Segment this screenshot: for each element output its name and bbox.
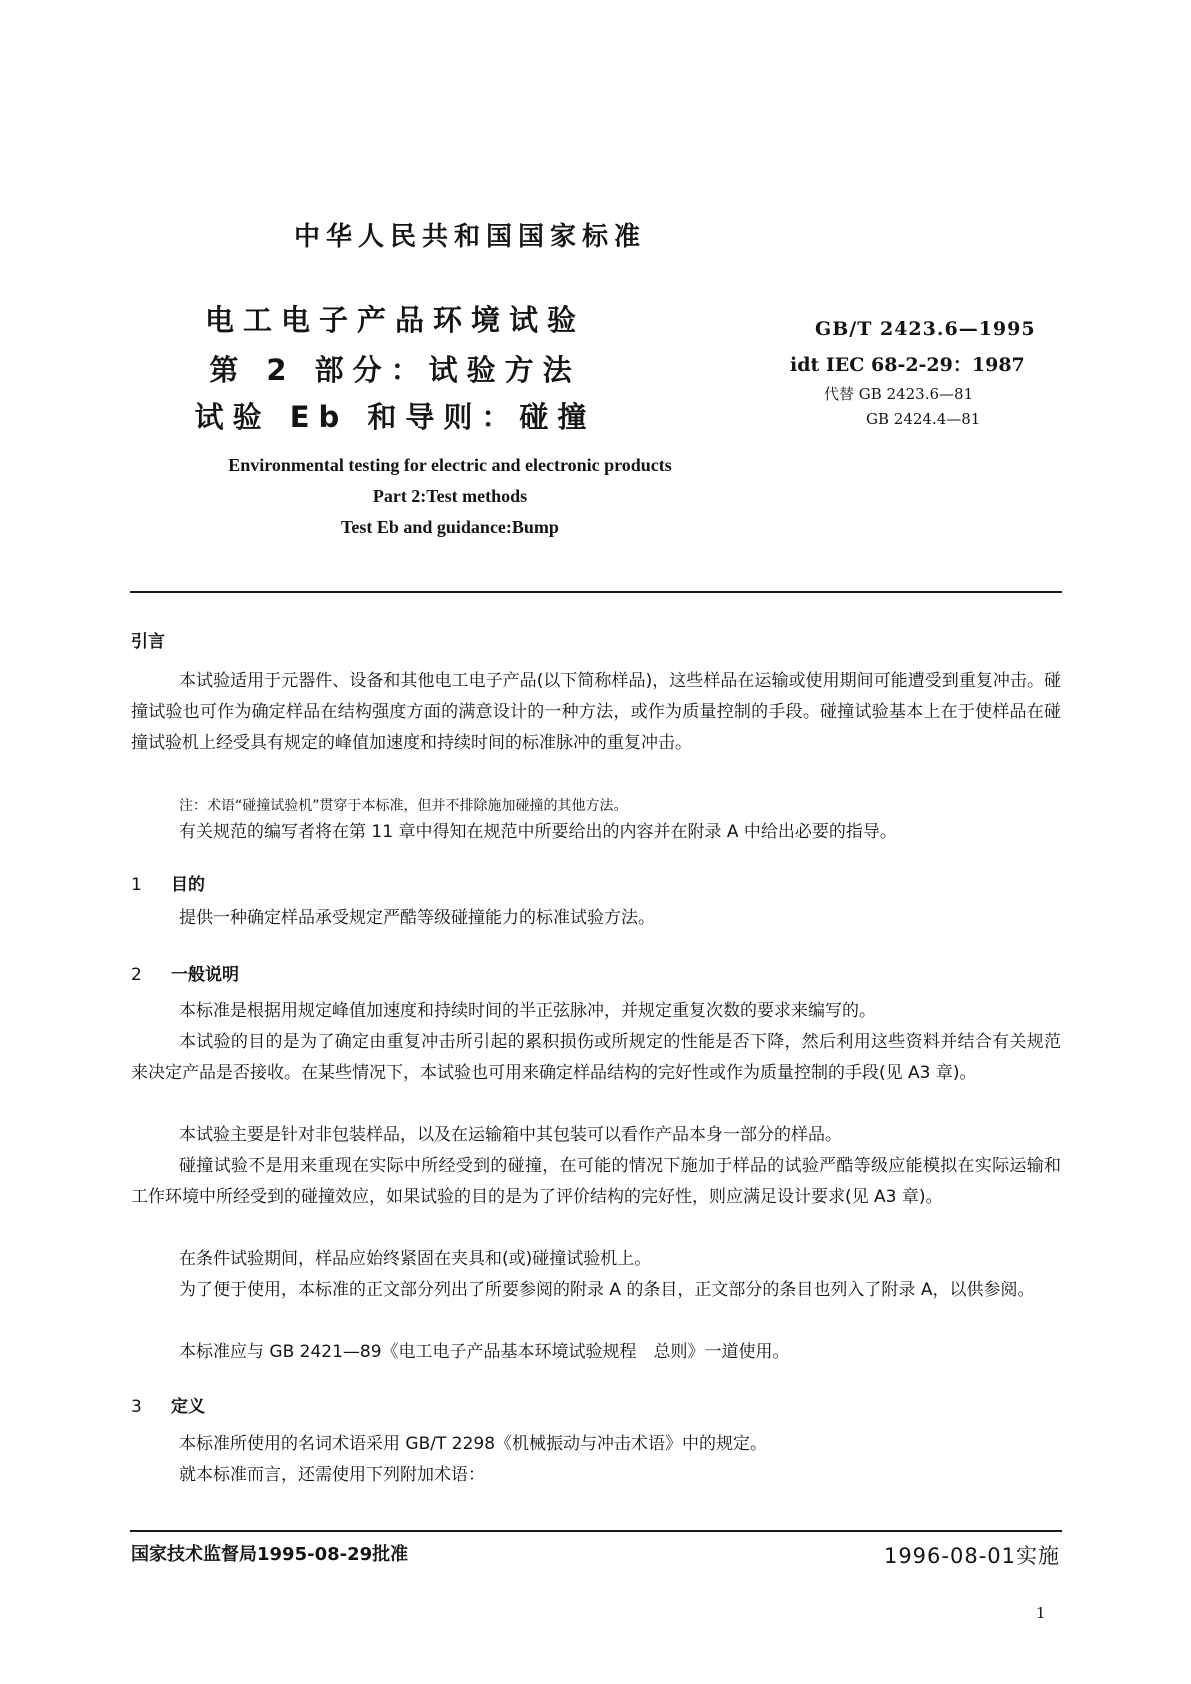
implementation-date: 1996-08-01实施	[883, 1544, 1060, 1568]
footer-divider	[130, 1530, 1062, 1532]
replaces-line-1: 代替 GB 2423.6—81	[824, 385, 974, 403]
intro-paragraph-1: 本试验适用于元器件、设备和其他电工电子产品(以下简称样品)，这些样品在运输或使用期间可能遭受到重复冲击。碰撞试验也可作为确定样品在结构强度方面的满意设计的一种方法，或作为质量控制的手段。碰撞试验基本上在于使样品在碰撞试验机上经受具有规定的峰值加速度和持续时间的标准脉冲的重复冲击。	[131, 671, 1061, 753]
section-2-paragraph-4: 碰撞试验不是用来重现在实际中所经受到的碰撞，在可能的情况下施加于样品的试验严酷等级应能模拟在实际运输和工作环境中所经受到的碰撞效应，如果试验的目的是为了评价结构的完好性，则应满足设计要求(见 A3 章)。	[131, 1156, 1061, 1207]
country-standard-heading: 中华人民共和国国家标准	[294, 222, 647, 252]
page-number: 1	[1036, 1604, 1046, 1622]
section-2-paragraph-6: 为了便于使用，本标准的正文部分列出了所要参阅的附录 A 的条目，正文部分的条目也列入了附录 A，以供参阅。	[179, 1280, 1035, 1300]
section-heading-3	[131, 1392, 205, 1417]
section-3-paragraph-2: 就本标准而言，还需使用下列附加术语：	[179, 1465, 485, 1485]
section-title: 定义	[171, 1397, 205, 1417]
section-number: 3	[131, 1397, 142, 1417]
section-number: 1	[131, 875, 142, 895]
section-2-paragraph-7: 本标准应与 GB 2421—89《电工电子产品基本环境试验规程 总则》一道使用。	[179, 1342, 790, 1362]
header-divider	[130, 591, 1062, 593]
section-heading-intro: 引言	[131, 632, 165, 652]
intro-paragraph-2: 有关规范的编写者将在第 11 章中得知在规范中所要给出的内容并在附录 A 中给出必要的指导。	[179, 822, 897, 842]
section-number: 2	[131, 965, 142, 985]
section-2-paragraph-2: 本试验的目的是为了确定由重复冲击所引起的累积损伤或所规定的性能是否下降，然后利用这些资料并结合有关规范来决定产品是否接收。在某些情况下，本试验也可用来确定样品结构的完好性或作为质量控制的手段(见 A3 章)。	[131, 1032, 1061, 1083]
section-2-paragraph-5: 在条件试验期间，样品应始终紧固在夹具和(或)碰撞试验机上。	[179, 1249, 652, 1269]
section-2-paragraph-3: 本试验主要是针对非包装样品，以及在运输箱中其包装可以看作产品本身一部分的样品。	[179, 1125, 842, 1145]
section-title: 目的	[171, 875, 205, 895]
title-cn-line-1: 电工电子产品环境试验	[204, 303, 585, 337]
title-en-line-1: Environmental testing for electric and electronic products	[228, 455, 672, 475]
title-en-line-3: Test Eb and guidance:Bump	[341, 517, 559, 537]
title-cn-line-2: 第 2 部分：试验方法	[209, 353, 581, 387]
intro-note: 注：术语“碰撞试验机”贯穿于本标准，但并不排除施加碰撞的其他方法。	[179, 798, 628, 814]
section-heading-1	[131, 870, 205, 895]
title-cn-line-3: 试验 Eb 和导则：碰撞	[194, 400, 596, 434]
idt-reference: idt IEC 68-2-29：1987	[790, 354, 1025, 376]
section-1-paragraph-1: 提供一种确定样品承受规定严酷等级碰撞能力的标准试验方法。	[179, 908, 655, 928]
section-heading-2	[131, 960, 239, 985]
approval-date: 国家技术监督局1995-08-29批准	[131, 1544, 409, 1565]
section-2-paragraph-1: 本标准是根据用规定峰值加速度和持续时间的半正弦脉冲，并规定重复次数的要求来编写的。	[179, 1001, 876, 1021]
section-3-paragraph-1: 本标准所使用的名词术语采用 GB/T 2298《机械振动与冲击术语》中的规定。	[179, 1434, 768, 1454]
title-en-line-2: Part 2:Test methods	[372, 486, 528, 506]
replaces-line-2: GB 2424.4—81	[866, 410, 981, 428]
section-title: 一般说明	[171, 965, 239, 985]
standard-number: GB/T 2423.6—1995	[815, 318, 1036, 340]
